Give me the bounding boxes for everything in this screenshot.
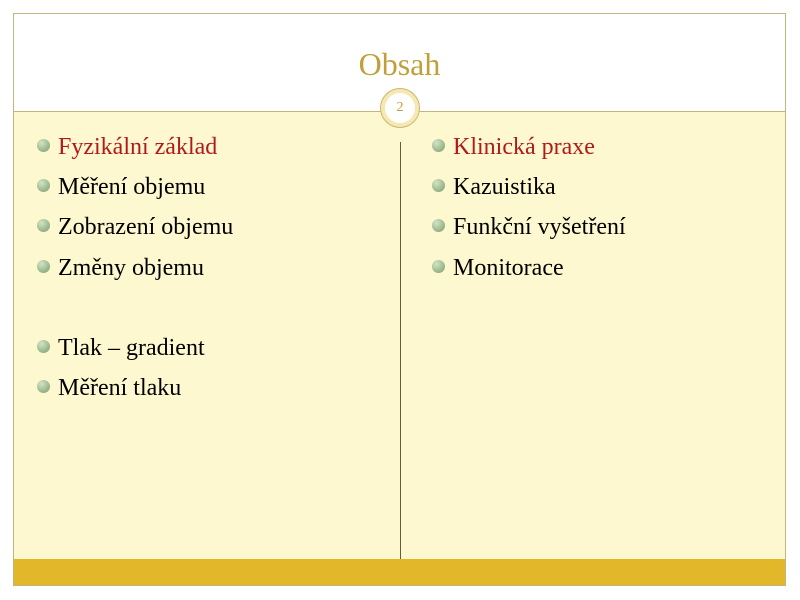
list-item <box>36 127 391 167</box>
bullet-icon <box>432 260 445 273</box>
bullet-icon <box>432 179 445 192</box>
list-item-text: Měření tlaku <box>58 375 182 402</box>
list-item-text: Měření objemu <box>58 174 206 201</box>
bullet-icon <box>37 179 50 192</box>
list-item-text: Kazuistika <box>453 174 556 201</box>
list-item-text: Funkční vyšetření <box>453 214 626 241</box>
column-divider <box>400 142 401 559</box>
bullet-icon <box>37 260 50 273</box>
bullet-icon <box>432 219 445 232</box>
bullet-icon <box>37 219 50 232</box>
bullet-icon <box>37 139 50 152</box>
list-item-text: Monitorace <box>453 254 564 281</box>
list-item-text: Zobrazení objemu <box>58 214 234 241</box>
list-item <box>36 328 391 368</box>
page-number-badge: 2 <box>381 89 419 127</box>
list-item <box>431 207 781 247</box>
list-item-text: Změny objemu <box>58 254 204 281</box>
list-item <box>431 167 781 207</box>
list-spacer <box>36 288 391 328</box>
list-item <box>36 368 391 408</box>
bullet-icon <box>37 380 50 393</box>
list-item-text: Klinická praxe <box>453 134 595 160</box>
bottom-band <box>14 559 785 585</box>
list-item <box>36 248 391 288</box>
list-item <box>36 167 391 207</box>
list-item <box>431 248 781 288</box>
list-item <box>431 127 781 167</box>
slide-title: Obsah <box>358 46 441 82</box>
right-bullet-list <box>431 127 781 288</box>
bullet-icon <box>37 340 50 353</box>
left-bullet-list <box>36 127 391 408</box>
list-item-text: Tlak – gradient <box>58 334 205 361</box>
slide <box>13 13 786 586</box>
list-item <box>36 207 391 247</box>
list-item-text: Fyzikální základ <box>58 134 218 160</box>
bullet-icon <box>432 139 445 152</box>
